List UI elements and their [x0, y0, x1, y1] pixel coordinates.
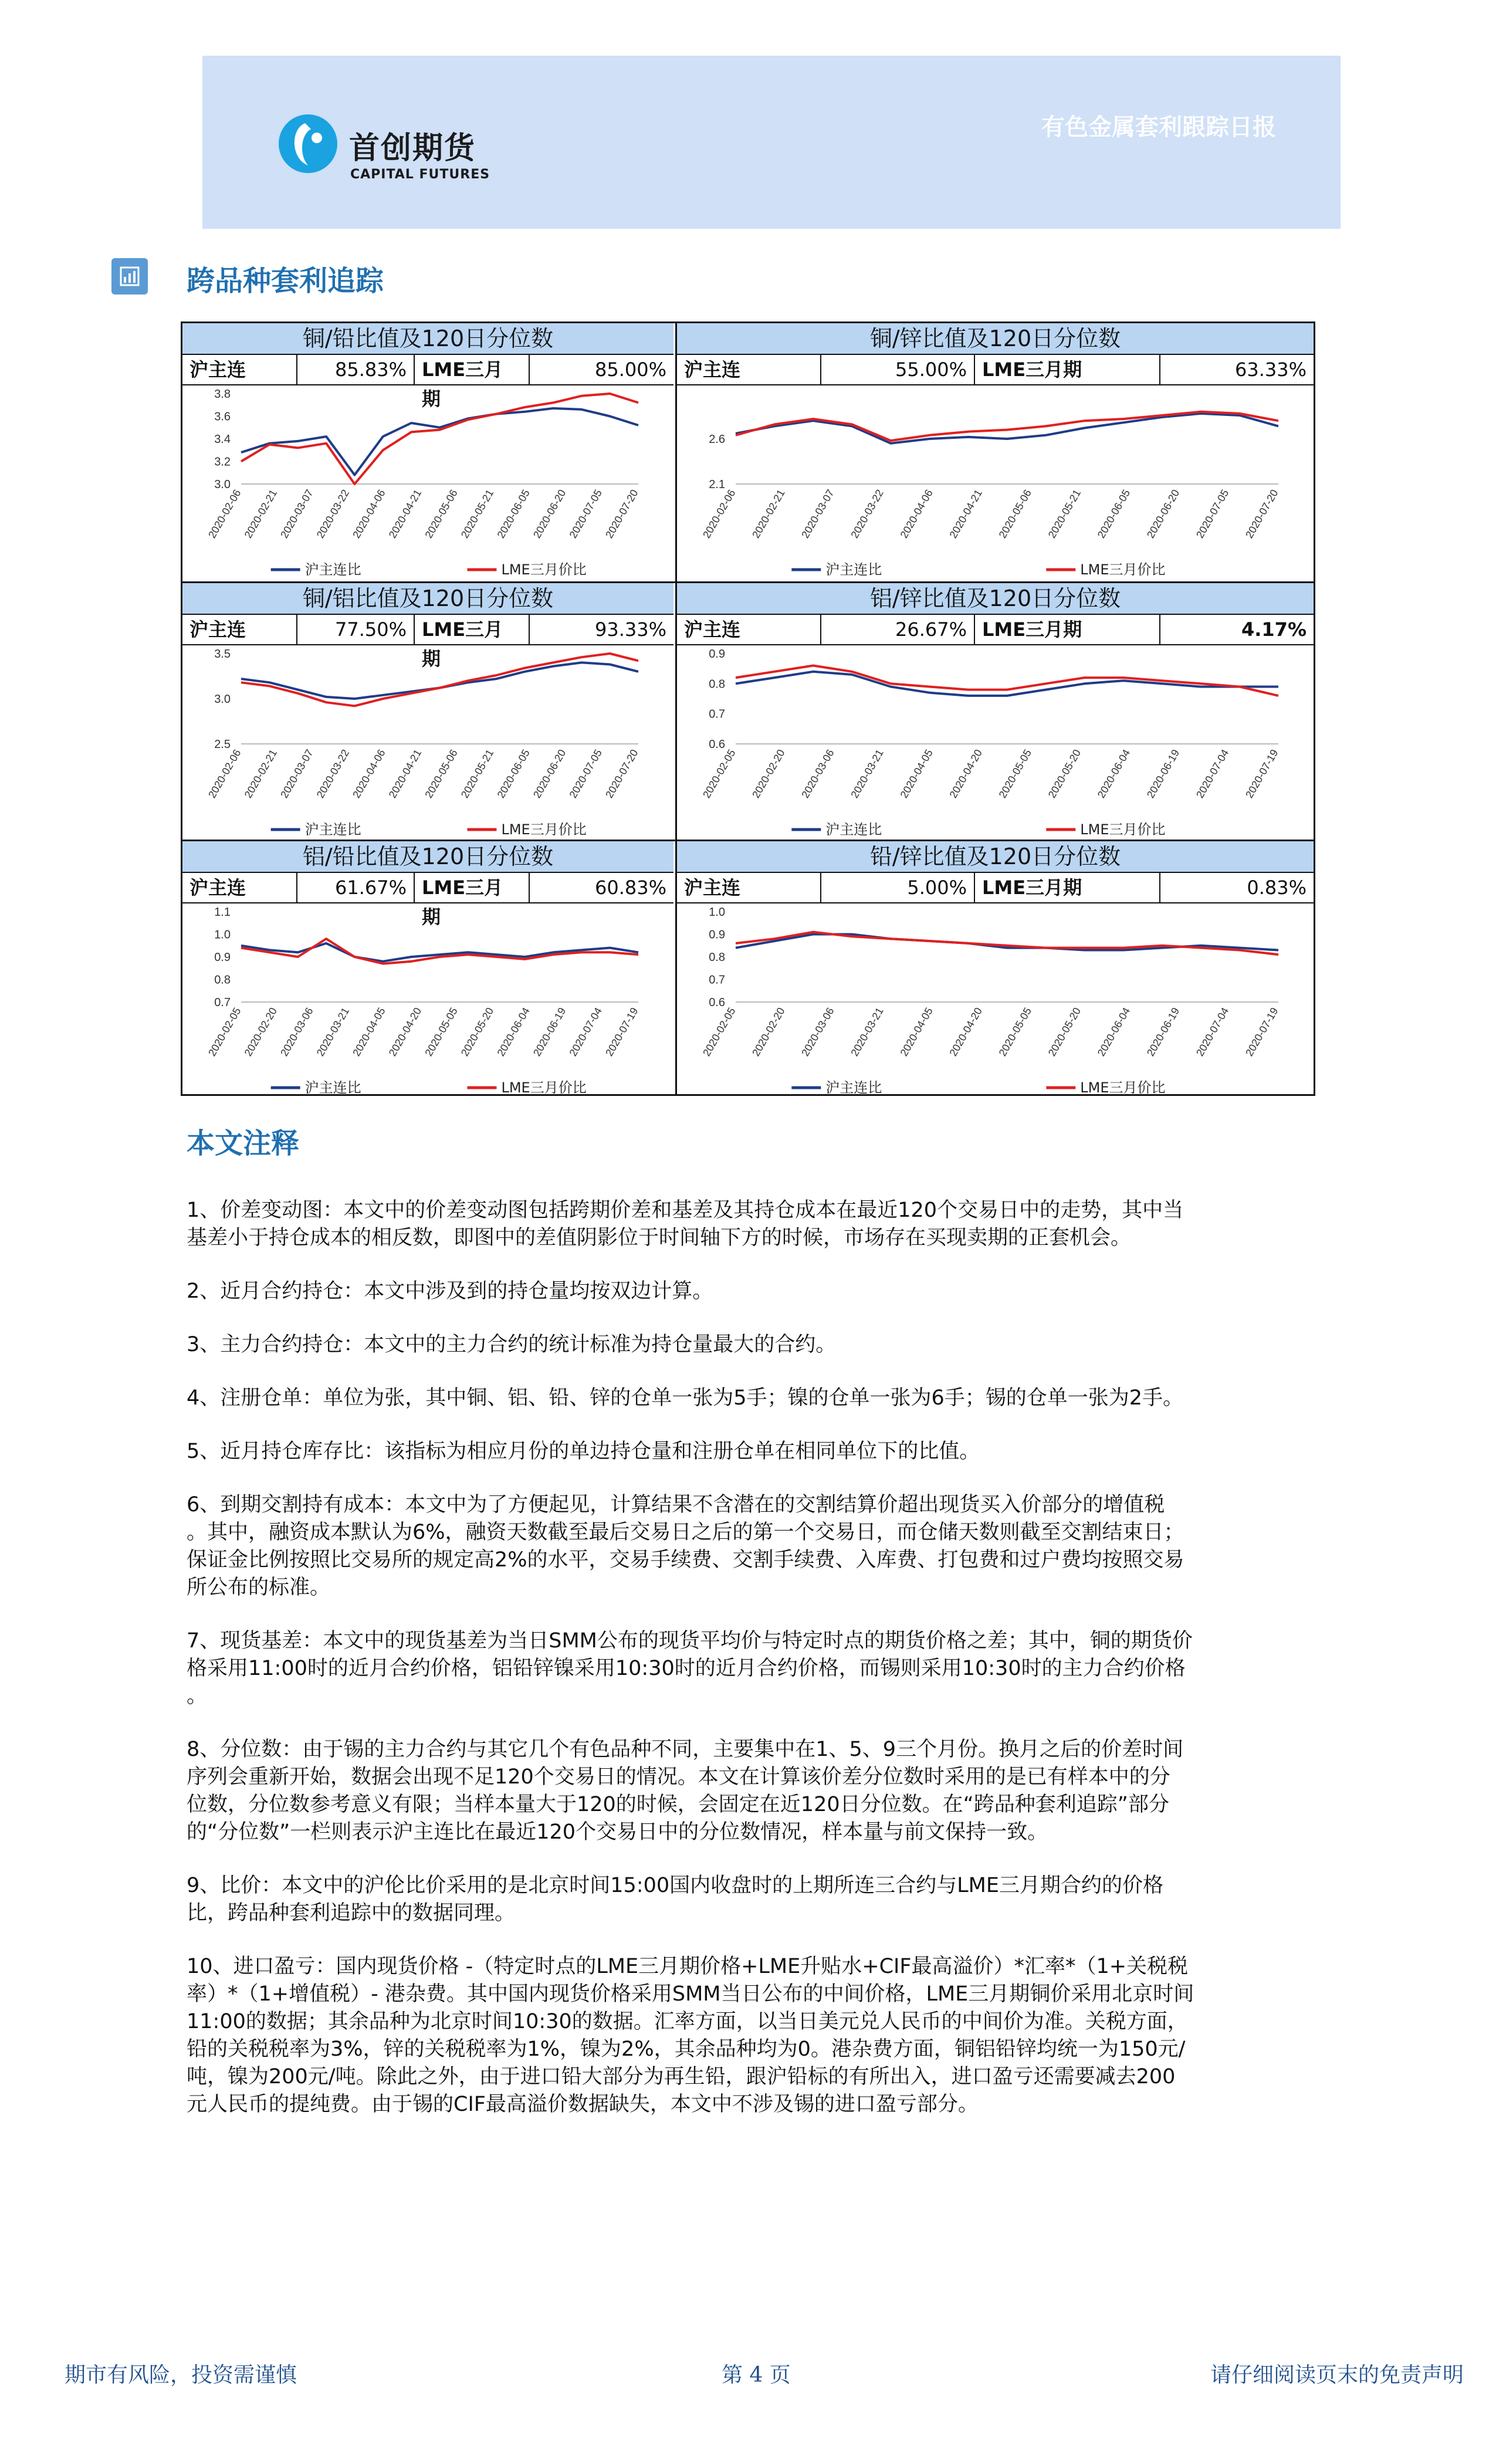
x-tick-label: 2020-05-21: [458, 747, 496, 800]
y-tick-label: 3.0: [214, 478, 231, 491]
x-tick-label: 2020-05-05: [996, 747, 1034, 800]
y-tick-label: 0.9: [709, 928, 725, 942]
ratio-panel: [677, 323, 1314, 581]
lme-label: LME三月期: [975, 615, 1160, 644]
lme-label: LME三月期: [415, 873, 530, 902]
x-tick-label: 2020-03-22: [848, 488, 886, 540]
note-item: 9、比价：本文中的沪伦比价采用的是北京时间15:00国内收盘时的上期所连三合约与LME三月期合约的价格 比，跨品种套利追踪中的数据同理。: [187, 1874, 1163, 1925]
legend-label-lme: LME三月价比: [501, 1079, 587, 1096]
x-tick-label: 2020-03-22: [314, 488, 352, 540]
x-tick-label: 2020-02-21: [750, 488, 787, 540]
x-tick-label: 2020-03-06: [799, 1006, 837, 1058]
note-item: 3、主力合约持仓：本文中的主力合约的统计标准为持仓量最大的合约。: [187, 1333, 837, 1356]
lme-label: LME三月期: [415, 615, 530, 644]
note-item: 4、注册仓单：单位为张，其中铜、铝、铅、锌的仓单一张为5手；镍的仓单一张为6手；锡的仓单一张为2手。: [187, 1386, 1184, 1410]
lme-percentile: 0.83%: [1247, 876, 1307, 899]
lme-percentile: 4.17%: [1241, 618, 1307, 641]
ratio-panel: [182, 323, 673, 581]
dom-percentile: 55.00%: [821, 355, 975, 384]
x-tick-label: 2020-03-21: [848, 1006, 886, 1058]
section-title: 跨品种套利追踪: [187, 265, 384, 297]
notes-title: 本文注释: [187, 1127, 300, 1160]
x-tick-label: 2020-06-04: [1095, 747, 1133, 800]
x-tick-label: 2020-04-06: [898, 488, 935, 540]
x-tick-label: 2020-06-20: [531, 747, 568, 800]
y-tick-label: 2.6: [709, 433, 725, 446]
x-tick-label: 2020-06-19: [1144, 1006, 1182, 1058]
panel-title: 铜/铝比值及120日分位数: [182, 583, 673, 615]
x-tick-label: 2020-07-04: [567, 1006, 604, 1058]
legend-label-domestic: 沪主连比: [825, 1079, 882, 1096]
dom-label: 沪主连: [677, 873, 821, 902]
x-tick-label: 2020-04-06: [350, 488, 388, 540]
x-tick-label: 2020-07-05: [1194, 488, 1231, 540]
x-tick-label: 2020-05-05: [996, 1006, 1034, 1058]
y-tick-label: 0.7: [709, 973, 725, 987]
report-title: 有色金属套利跟踪日报: [1041, 114, 1276, 141]
x-tick-label: 2020-07-05: [567, 747, 604, 800]
x-tick-label: 2020-04-21: [947, 488, 984, 540]
x-tick-label: 2020-04-21: [386, 488, 424, 540]
y-tick-label: 3.8: [214, 388, 231, 401]
dom-percentile: 85.83%: [297, 355, 415, 384]
x-tick-label: 2020-06-05: [495, 488, 532, 540]
ratio-panel: [182, 841, 673, 1099]
legend-label-lme: LME三月价比: [1080, 1079, 1166, 1096]
dom-label: 沪主连: [677, 355, 821, 384]
ratio-line-chart: [182, 645, 673, 841]
x-tick-label: 2020-03-06: [278, 1006, 316, 1058]
panel-title: 铝/铅比值及120日分位数: [182, 841, 673, 873]
lme-percentile: 93.33%: [594, 618, 666, 641]
x-tick-label: 2020-03-21: [314, 1006, 352, 1058]
x-tick-label: 2020-04-20: [386, 1006, 424, 1058]
dom-percentile: 61.67%: [297, 873, 415, 902]
x-tick-label: 2020-03-22: [314, 747, 352, 800]
y-tick-label: 0.7: [709, 708, 725, 721]
capital-futures-logo-icon: [276, 111, 340, 176]
x-tick-label: 2020-04-21: [386, 747, 424, 800]
x-tick-label: 2020-03-06: [799, 747, 837, 800]
y-tick-label: 0.7: [214, 996, 231, 1009]
x-tick-label: 2020-02-06: [206, 747, 243, 800]
legend-label-lme: LME三月价比: [1080, 821, 1166, 838]
domestic-ratio-line: [736, 414, 1278, 444]
lme-percentile: 63.33%: [1234, 358, 1307, 381]
x-tick-label: 2020-06-20: [1144, 488, 1182, 540]
disclaimer-notice: 请仔细阅读页末的免责声明: [1210, 2363, 1464, 2387]
x-tick-label: 2020-05-21: [1045, 488, 1084, 540]
y-tick-label: 1.0: [709, 906, 725, 919]
lme-percentile: 85.00%: [594, 358, 666, 381]
x-tick-label: 2020-07-04: [1194, 1006, 1231, 1058]
panel-title: 铅/锌比值及120日分位数: [677, 841, 1314, 873]
x-tick-label: 2020-04-05: [898, 747, 935, 800]
x-tick-label: 2020-02-06: [206, 488, 243, 540]
ratio-panel: [677, 583, 1314, 841]
x-tick-label: 2020-03-07: [799, 488, 837, 540]
panel-title: 铝/锌比值及120日分位数: [677, 583, 1314, 615]
x-tick-label: 2020-05-20: [1045, 1006, 1084, 1058]
dom-label: 沪主连: [182, 355, 297, 384]
x-tick-label: 2020-06-19: [1144, 747, 1182, 800]
domestic-ratio-line: [241, 408, 638, 475]
y-tick-label: 0.8: [709, 951, 725, 964]
x-tick-label: 2020-02-20: [750, 747, 787, 800]
x-tick-label: 2020-05-21: [458, 488, 496, 540]
chart-section-icon: [111, 258, 148, 295]
lme-label: LME三月期: [975, 355, 1160, 384]
legend-label-domestic: 沪主连比: [304, 1079, 361, 1096]
x-tick-label: 2020-03-07: [278, 747, 316, 800]
x-tick-label: 2020-02-05: [206, 1006, 243, 1058]
legend-label-domestic: 沪主连比: [825, 561, 882, 578]
ratio-line-chart: [182, 903, 673, 1099]
x-tick-label: 2020-05-06: [422, 488, 460, 540]
panel-title: 铜/铅比值及120日分位数: [182, 323, 673, 355]
cross-commodity-grid: [181, 321, 1315, 1096]
note-item: 5、近月持仓库存比：该指标为相应月份的单边持仓量和注册仓单在相同单位下的比值。: [187, 1440, 980, 1463]
lme-label: LME三月期: [415, 355, 530, 384]
y-tick-label: 3.4: [214, 433, 231, 446]
x-tick-label: 2020-02-21: [242, 488, 280, 540]
x-tick-label: 2020-07-20: [1243, 488, 1281, 540]
legend-label-lme: LME三月价比: [501, 561, 587, 578]
dom-label: 沪主连: [182, 615, 297, 644]
y-tick-label: 0.6: [709, 996, 725, 1009]
x-tick-label: 2020-04-05: [350, 1006, 388, 1058]
legend-label-lme: LME三月价比: [1080, 561, 1166, 578]
x-tick-label: 2020-02-05: [700, 1006, 738, 1058]
lme-ratio-line: [241, 394, 638, 484]
page-number: 第 4 页: [722, 2363, 791, 2387]
x-tick-label: 2020-04-20: [947, 747, 984, 800]
note-item: 10、进口盈亏：国内现货价格 -（特定时点的LME三月期价格+LME升贴水+CIF最高溢价）*汇率*（1+关税税 率）*（1+增值税）- 港杂费。其中国内现货价格采用SMM当日公布的中间价格，LME三月期铜价采用北京时间 11:00的数据；其余品种为北京时间10:30的数据。汇率方面，以当日美元兑人民币的中间价为准。关税方面， 铅的关税税率为3%，锌的关税税率为1%，镍为2%，其余品种均为0。港杂费方面，铜铝铅锌均统一为150元/ 吨，镍为200元/吨。除此之外，由于进口铅大部分为再生铅，跟沪铅标的有所出入，进口盈亏还需要减去200 元人民币的提纯费。由于锡的CIF最高溢价数据缺失，本文中不涉及锡的进口盈亏部分。: [187, 1955, 1194, 2116]
x-tick-label: 2020-07-05: [567, 488, 604, 540]
percentile-row: [677, 615, 1314, 645]
ratio-line-chart: [677, 385, 1314, 581]
ratio-panel: [182, 583, 673, 841]
x-tick-label: 2020-05-06: [422, 747, 460, 800]
x-tick-label: 2020-02-05: [700, 747, 738, 800]
y-tick-label: 0.9: [709, 648, 725, 661]
x-tick-label: 2020-04-05: [898, 1006, 935, 1058]
lme-ratio-line: [736, 412, 1278, 441]
risk-disclaimer: 期市有风险，投资需谨慎: [65, 2363, 297, 2387]
x-tick-label: 2020-05-20: [1045, 747, 1084, 800]
x-tick-label: 2020-06-04: [495, 1006, 532, 1058]
note-item: 6、到期交割持有成本：本文中为了方便起见，计算结果不含潜在的交割结算价超出现货买入价部分的增值税 。其中，融资成本默认为6%，融资天数截至最后交易日之后的第一个交易日，而仓储天数则截至交割结束日； 保证金比例按照比交易所的规定高2%的水平，交易手续费、交割手续费、入库费、打包费和过户费均按照交易 所公布的标准。: [187, 1493, 1184, 1599]
x-tick-label: 2020-06-19: [531, 1006, 568, 1058]
note-item: 7、现货基差：本文中的现货基差为当日SMM公布的现货平均价与特定时点的期货价格之差；其中，铜的期货价 格采用11:00时的近月合约价格，铝铅锌镍采用10:30时的近月合约价格，而锡则采用10:30时的主力合约价格 。: [187, 1629, 1193, 1708]
dom-percentile: 26.67%: [821, 615, 975, 644]
y-tick-label: 3.0: [214, 693, 231, 706]
lme-ratio-line: [736, 666, 1278, 696]
report-header: [202, 56, 1341, 229]
panel-title: 铜/锌比值及120日分位数: [677, 323, 1314, 355]
x-tick-label: 2020-05-06: [996, 488, 1034, 540]
y-tick-label: 0.8: [709, 678, 725, 691]
x-tick-label: 2020-07-19: [603, 1006, 641, 1058]
y-tick-label: 0.8: [214, 973, 231, 987]
x-tick-label: 2020-07-20: [603, 747, 641, 800]
x-tick-label: 2020-04-06: [350, 747, 388, 800]
ratio-panel: [677, 841, 1314, 1099]
x-tick-label: 2020-06-20: [531, 488, 568, 540]
percentile-row: [677, 873, 1314, 903]
legend-label-lme: LME三月价比: [501, 821, 587, 838]
y-tick-label: 3.6: [214, 410, 231, 424]
y-tick-label: 1.1: [214, 906, 231, 919]
dom-percentile: 77.50%: [297, 615, 415, 644]
notes-list: [187, 1197, 1313, 2144]
x-tick-label: 2020-07-19: [1243, 747, 1281, 800]
dom-label: 沪主连: [182, 873, 297, 902]
y-tick-label: 0.6: [709, 738, 725, 751]
note-item: 2、近月合约持仓：本文中涉及到的持仓量均按双边计算。: [187, 1280, 713, 1303]
y-tick-label: 1.0: [214, 928, 231, 942]
x-tick-label: 2020-06-04: [1095, 1006, 1133, 1058]
dom-percentile: 5.00%: [821, 873, 975, 902]
ratio-line-chart: [677, 645, 1314, 841]
note-item: 1、价差变动图：本文中的价差变动图包括跨期价差和基差及其持仓成本在最近120个交易日中的走势，其中当 基差小于持仓成本的相反数，即图中的差值阴影位于时间轴下方的时候，市场存在买现卖期的正套机会。: [187, 1199, 1184, 1250]
x-tick-label: 2020-02-06: [700, 488, 738, 540]
x-tick-label: 2020-03-21: [848, 747, 886, 800]
legend-label-domestic: 沪主连比: [825, 821, 882, 838]
brand-name-en: CAPITAL FUTURES: [350, 167, 490, 182]
y-tick-label: 0.9: [214, 951, 231, 964]
x-tick-label: 2020-07-20: [603, 488, 641, 540]
x-tick-label: 2020-03-07: [278, 488, 316, 540]
brand-name-cn: 首创期货: [349, 131, 476, 166]
dom-label: 沪主连: [677, 615, 821, 644]
y-tick-label: 3.5: [214, 648, 231, 661]
x-tick-label: 2020-07-04: [1194, 747, 1231, 800]
y-tick-label: 3.2: [214, 455, 231, 469]
x-tick-label: 2020-05-20: [458, 1006, 496, 1058]
x-tick-label: 2020-02-20: [750, 1006, 787, 1058]
lme-ratio-line: [241, 654, 638, 706]
y-tick-label: 2.1: [709, 478, 725, 491]
ratio-line-chart: [182, 385, 673, 581]
x-tick-label: 2020-02-21: [242, 747, 280, 800]
x-tick-label: 2020-06-05: [495, 747, 532, 800]
x-tick-label: 2020-07-19: [1243, 1006, 1281, 1058]
note-item: 8、分位数：由于锡的主力合约与其它几个有色品种不同，主要集中在1、5、9三个月份。换月之后的价差时间 序列会重新开始，数据会出现不足120个交易日的情况。本文在计算该价差分位数时采用的是已有样本中的分 位数，分位数参考意义有限；当样本量大于120的时候，会固定在近120日分位数。在“跨品种套利追踪”部分 的“分位数”一栏则表示沪主连比在最近120个交易日中的分位数情况，样本量与前文保持一致。: [187, 1738, 1184, 1844]
ratio-line-chart: [677, 903, 1314, 1099]
legend-label-domestic: 沪主连比: [304, 821, 361, 838]
x-tick-label: 2020-06-05: [1095, 488, 1133, 540]
x-tick-label: 2020-04-20: [947, 1006, 984, 1058]
percentile-row: [677, 355, 1314, 385]
x-tick-label: 2020-02-20: [242, 1006, 280, 1058]
y-tick-label: 2.5: [214, 738, 231, 751]
legend-label-domestic: 沪主连比: [304, 561, 361, 578]
lme-percentile: 60.83%: [594, 876, 666, 899]
x-tick-label: 2020-05-05: [422, 1006, 460, 1058]
lme-label: LME三月期: [975, 873, 1160, 902]
